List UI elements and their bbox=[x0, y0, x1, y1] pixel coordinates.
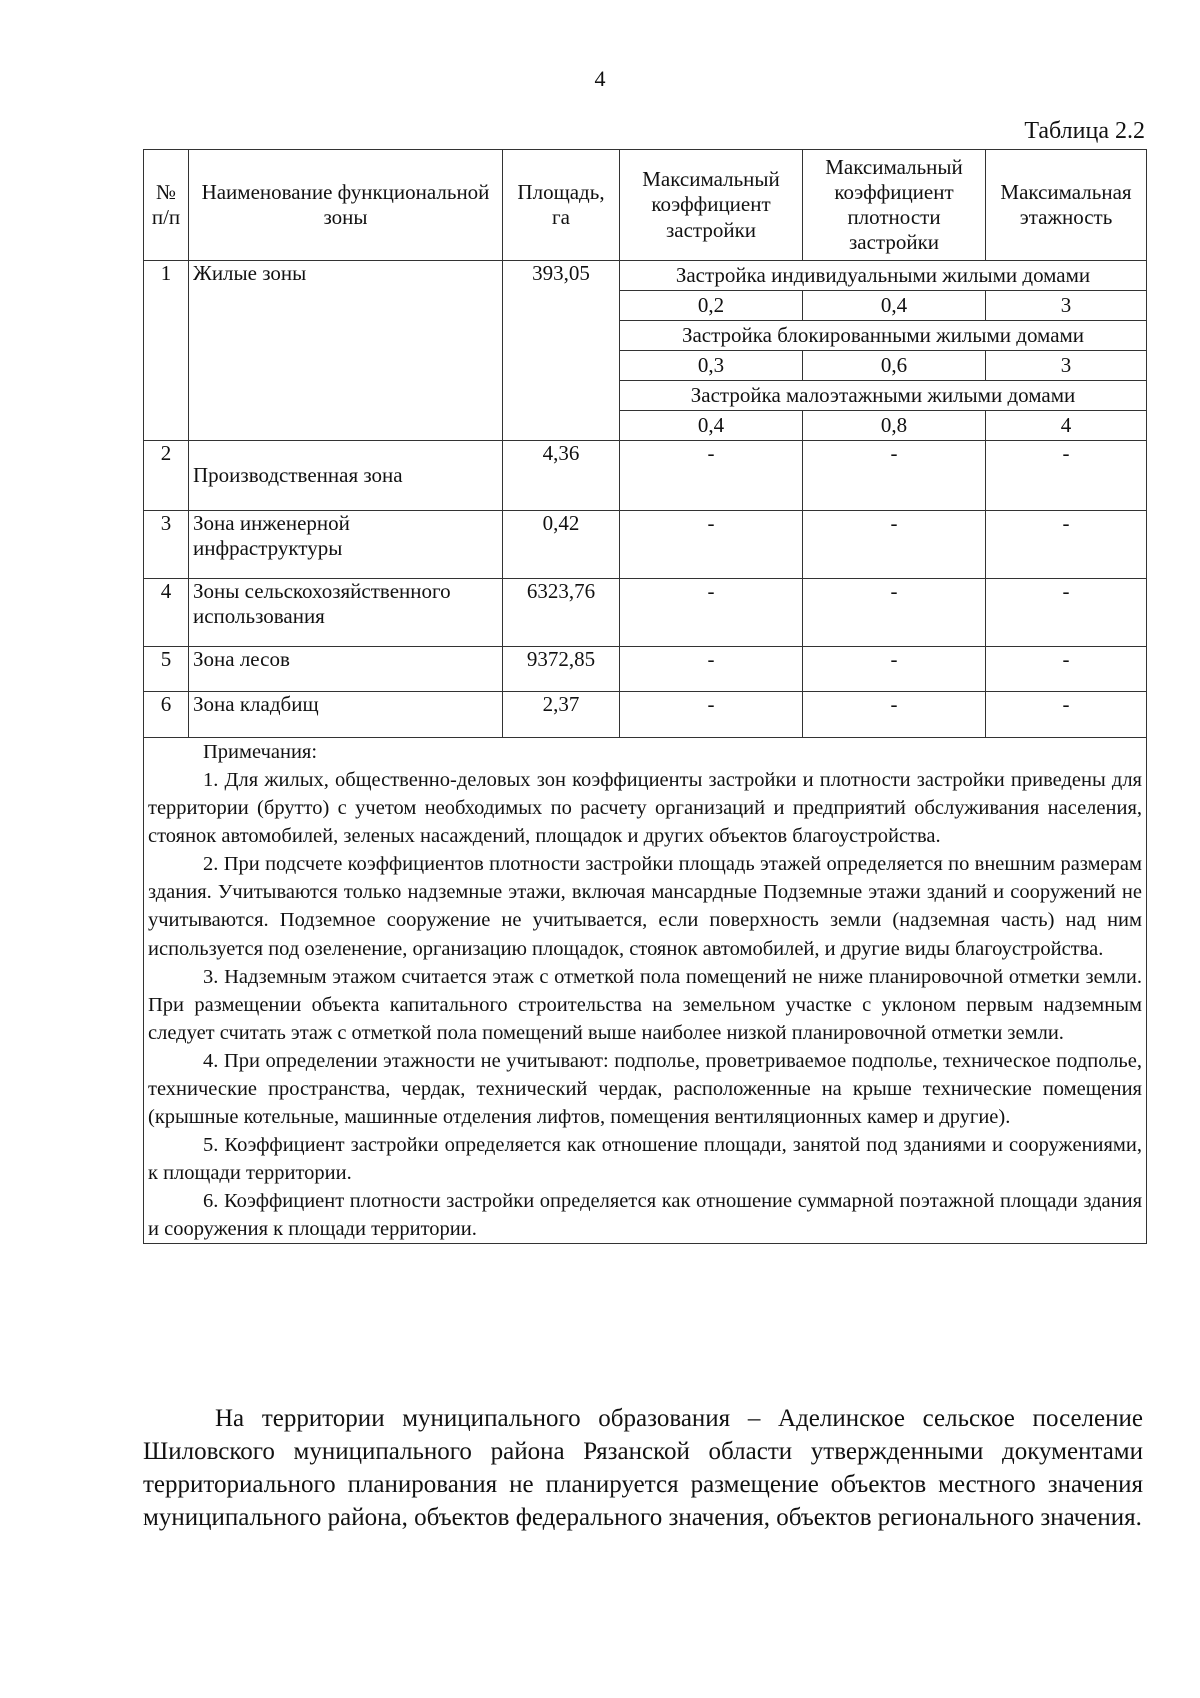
header-name: Наименование функциональной зоны bbox=[189, 150, 503, 261]
table-row bbox=[144, 441, 1147, 511]
row-name: Зона инженерной инфраструктуры bbox=[189, 511, 503, 579]
row-num: 5 bbox=[144, 647, 189, 692]
zones-table bbox=[143, 149, 1147, 1244]
note-item: 4. При определении этажности не учитывают: подполье, проветриваемое подполье, техническое подполье, технические пространства, чердак, технический чердак, расположенные на крыше технические помещения (крышные котельные, машинные отделения лифтов, помещения вентиляционных камер и другие). bbox=[148, 1049, 1142, 1129]
row-num: 1 bbox=[144, 261, 189, 441]
notes-cell bbox=[144, 738, 1147, 1244]
cell-k-density: - bbox=[803, 579, 986, 647]
closing-text: На территории муниципального образования – Аделинское сельское поселение Шиловского муниципального района Рязанской области утвержденными документами территориального планирования не планируется размещение объектов местного значения муниципального района, объектов федерального значения, объектов регионального значения. bbox=[143, 1405, 1143, 1531]
table-header-row bbox=[144, 150, 1147, 261]
table-row bbox=[144, 579, 1147, 647]
table-row bbox=[144, 261, 1147, 291]
row-area: 393,05 bbox=[503, 261, 620, 441]
cell-k-build: 0,3 bbox=[620, 351, 803, 381]
note-item: 1. Для жилых, общественно-деловых зон коэффициенты застройки и плотности застройки приведены для территории (брутто) с учетом необходимых по расчету организаций и предприятий обслуживания населения, стоянок автомобилей, зеленых насаждений, площадок и других объектов благоустройства. bbox=[148, 769, 1142, 848]
cell-k-build: 0,2 bbox=[620, 291, 803, 321]
row-num: 6 bbox=[144, 692, 189, 738]
cell-floors: - bbox=[986, 647, 1147, 692]
cell-k-build: - bbox=[620, 692, 803, 738]
row-name: Жилые зоны bbox=[189, 261, 503, 441]
group-title: Застройка малоэтажными жилыми домами bbox=[620, 381, 1147, 411]
cell-floors: 3 bbox=[986, 291, 1147, 321]
cell-k-build: - bbox=[620, 579, 803, 647]
cell-k-build: - bbox=[620, 647, 803, 692]
cell-k-density: 0,4 bbox=[803, 291, 986, 321]
note-item: 2. При подсчете коэффициентов плотности застройки площадь этажей определяется по внешним размерам здания. Учитываются только надземные этажи, включая мансардные Подземные этажи зданий и сооружений не учитываются. Подземное сооружение не учитывается, если поверхность земли (надземная часть) над ним используется под озеленение, организацию площадок, стоянок автомобилей, и другие виды благоустройства. bbox=[148, 853, 1142, 960]
closing-paragraph bbox=[143, 1402, 1143, 1534]
group-title: Застройка блокированными жилыми домами bbox=[620, 321, 1147, 351]
row-name: Зона лесов bbox=[189, 647, 503, 692]
cell-floors: 3 bbox=[986, 351, 1147, 381]
cell-k-density: 0,8 bbox=[803, 411, 986, 441]
row-name: Производственная зона bbox=[189, 441, 503, 511]
table-caption: Таблица 2.2 bbox=[1024, 118, 1145, 144]
cell-k-build: - bbox=[620, 441, 803, 511]
row-area: 9372,85 bbox=[503, 647, 620, 692]
notes-title: Примечания: bbox=[203, 741, 318, 763]
page-number: 4 bbox=[594, 66, 606, 91]
table-row bbox=[144, 692, 1147, 738]
row-area: 6323,76 bbox=[503, 579, 620, 647]
cell-k-density: - bbox=[803, 441, 986, 511]
row-area: 0,42 bbox=[503, 511, 620, 579]
note-item: 6. Коэффициент плотности застройки определяется как отношение суммарной поэтажной площади здания и сооружения к площади территории. bbox=[148, 1190, 1142, 1241]
header-k-density: Максимальный коэффициент плотности застройки bbox=[803, 150, 986, 261]
cell-floors: - bbox=[986, 511, 1147, 579]
cell-k-build: - bbox=[620, 511, 803, 579]
row-name: Зона кладбищ bbox=[189, 692, 503, 738]
note-item: 3. Надземным этажом считается этаж с отметкой пола помещений не ниже планировочной отметки земли. При размещении объекта капитального строительства на земельном участке с уклоном первым надземным следует считать этаж с отметкой пола помещений выше наиболее низкой планировочной отметки земли. bbox=[148, 965, 1142, 1044]
row-area: 4,36 bbox=[503, 441, 620, 511]
header-num: № п/п bbox=[144, 150, 189, 261]
cell-k-build: 0,4 bbox=[620, 411, 803, 441]
cell-floors: - bbox=[986, 692, 1147, 738]
table-row bbox=[144, 511, 1147, 579]
cell-floors: 4 bbox=[986, 411, 1147, 441]
notes-row bbox=[144, 738, 1147, 1244]
header-area: Площадь, га bbox=[503, 150, 620, 261]
cell-k-density: - bbox=[803, 511, 986, 579]
header-k-build: Максимальный коэффициент застройки bbox=[620, 150, 803, 261]
header-floors: Максимальная этажность bbox=[986, 150, 1147, 261]
cell-k-density: - bbox=[803, 647, 986, 692]
row-name: Зоны сельскохозяйственного использования bbox=[189, 579, 503, 647]
row-num: 3 bbox=[144, 511, 189, 579]
row-num: 4 bbox=[144, 579, 189, 647]
cell-floors: - bbox=[986, 441, 1147, 511]
cell-k-density: - bbox=[803, 692, 986, 738]
table-row bbox=[144, 647, 1147, 692]
note-item: 5. Коэффициент застройки определяется как отношение площади, занятой под зданиями и сооружениями, к площади территории. bbox=[148, 1134, 1142, 1185]
cell-floors: - bbox=[986, 579, 1147, 647]
row-area: 2,37 bbox=[503, 692, 620, 738]
cell-k-density: 0,6 bbox=[803, 351, 986, 381]
row-num: 2 bbox=[144, 441, 189, 511]
group-title: Застройка индивидуальными жилыми домами bbox=[620, 261, 1147, 291]
